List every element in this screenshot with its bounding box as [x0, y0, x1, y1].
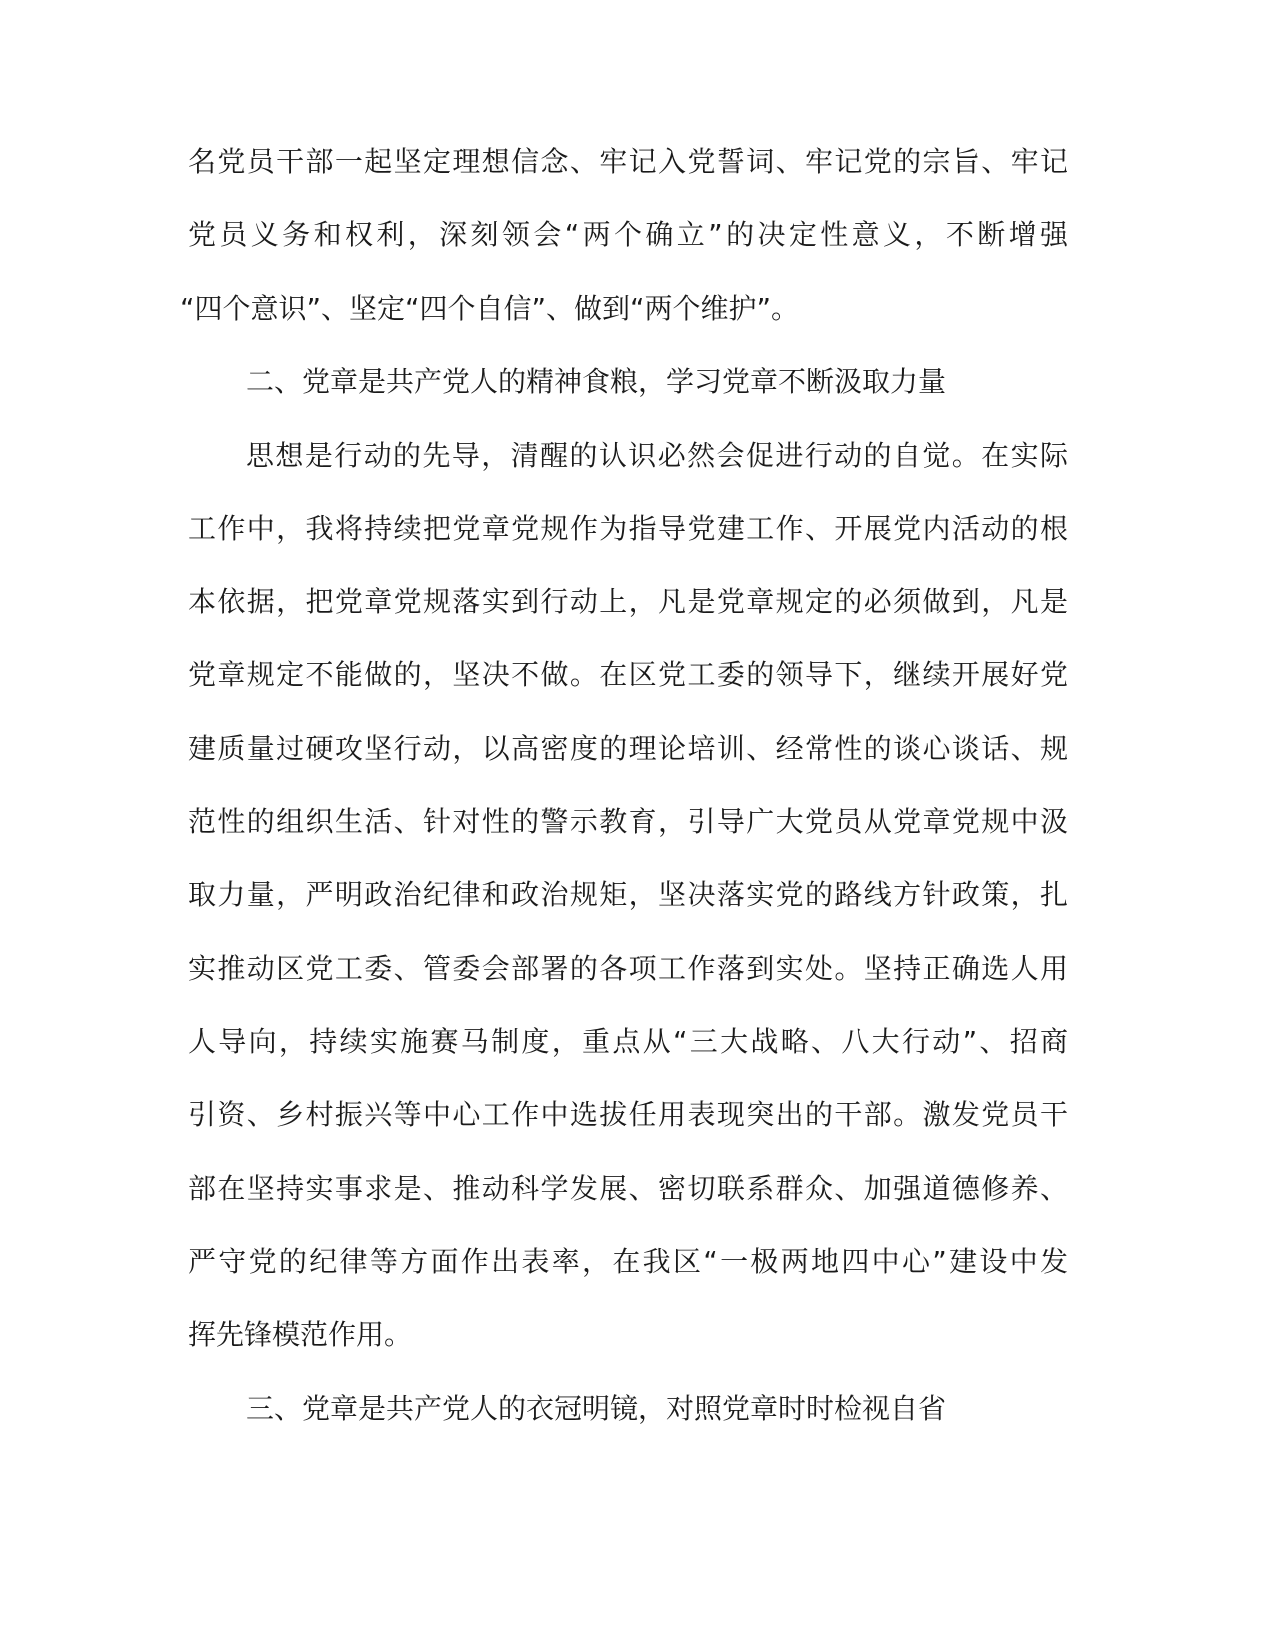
paragraph-line: 取力量，严明政治纪律和政治规矩，坚决落实党的路线方针政策，扎: [188, 878, 1068, 911]
paragraph-line: 工作中，我将持续把党章党规作为指导党建工作、开展党内活动的根: [188, 512, 1068, 545]
paragraph-line: 人导向，持续实施赛马制度，重点从“三大战略、八大行动”、招商: [188, 1025, 1068, 1058]
paragraph-line: 党章规定不能做的，坚决不做。在区党工委的领导下，继续开展好党: [188, 658, 1068, 691]
paragraph-line: 思想是行动的先导，清醒的认识必然会促进行动的自觉。在实际: [246, 439, 1068, 472]
paragraph-line: 名党员干部一起坚定理想信念、牢记入党誓词、牢记党的宗旨、牢记: [188, 145, 1068, 178]
paragraph-line: 范性的组织生活、针对性的警示教育，引导广大党员从党章党规中汲: [188, 805, 1068, 838]
section-heading-3: 三、党章是共产党人的衣冠明镜，对照党章时时检视自省: [246, 1392, 947, 1425]
paragraph-line: 建质量过硬攻坚行动，以高密度的理论培训、经常性的谈心谈话、规: [188, 732, 1068, 765]
paragraph-line: “四个意识”、坚定“四个自信”、做到“两个维护”。: [180, 292, 800, 325]
paragraph-line: 实推动区党工委、管委会部署的各项工作落到实处。坚持正确选人用: [188, 952, 1068, 985]
paragraph-line: 党员义务和权利，深刻领会“两个确立”的决定性意义，不断增强: [188, 218, 1068, 251]
paragraph-line: 部在坚持实事求是、推动科学发展、密切联系群众、加强道德修养、: [188, 1172, 1068, 1205]
paragraph-line: 挥先锋模范作用。: [188, 1318, 413, 1351]
section-heading-2: 二、党章是共产党人的精神食粮，学习党章不断汲取力量: [246, 365, 947, 398]
paragraph-line: 本依据，把党章党规落实到行动上，凡是党章规定的必须做到，凡是: [188, 585, 1068, 618]
paragraph-line: 引资、乡村振兴等中心工作中选拔任用表现突出的干部。激发党员干: [188, 1098, 1068, 1131]
paragraph-line: 严守党的纪律等方面作出表率，在我区“一极两地四中心”建设中发: [188, 1245, 1068, 1278]
